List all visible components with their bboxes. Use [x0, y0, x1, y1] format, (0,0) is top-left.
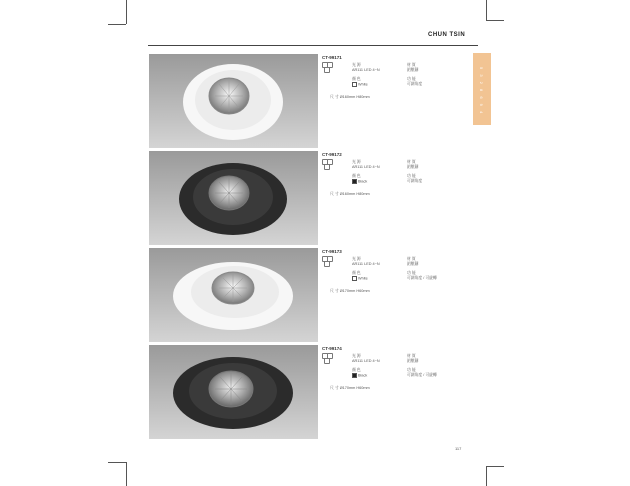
light-source-label: 光 源 — [352, 160, 361, 164]
spec-icons — [322, 62, 332, 72]
color-label: 顏 色 — [352, 271, 361, 275]
light-source-value: AR111 LED 4~N — [352, 359, 380, 363]
function-label: 功 能 — [407, 271, 416, 275]
material-label: 材 質 — [407, 257, 416, 261]
product-photo — [149, 151, 318, 245]
color-value: Black — [358, 373, 368, 378]
color-label: 顏 色 — [352, 174, 361, 178]
crop-mark — [486, 466, 487, 486]
material-label: 材 質 — [407, 160, 416, 164]
downlight-image — [149, 151, 318, 245]
product-model: CT-99173 — [322, 249, 342, 254]
color-value: White — [358, 82, 368, 87]
spec-icons — [322, 353, 332, 363]
crop-mark — [108, 24, 126, 25]
material-value: 鋁壓鑄 — [407, 359, 419, 363]
light-source-label: 光 源 — [352, 257, 361, 261]
crop-mark — [486, 0, 487, 20]
color-swatch — [352, 276, 357, 281]
crop-mark — [126, 0, 127, 24]
crop-mark — [108, 462, 126, 463]
material-value: 鋁壓鑄 — [407, 165, 419, 169]
color-value: Black — [358, 179, 368, 184]
downlight-image — [149, 248, 318, 342]
material-label: 材 質 — [407, 354, 416, 358]
downlight-image — [149, 345, 318, 439]
size-value: 尺 寸 Ø160mm H80mm — [330, 95, 370, 99]
color-label: 顏 色 — [352, 77, 361, 81]
side-tab-text: 5 3 2 8 6 9 4 — [479, 67, 484, 116]
product-photo — [149, 54, 318, 148]
color-swatch — [352, 373, 357, 378]
crop-mark — [126, 462, 127, 486]
light-source-label: 光 源 — [352, 63, 361, 67]
spec-icons — [322, 256, 332, 266]
crop-mark — [486, 466, 504, 467]
size-value: 尺 寸 Ø160mm H80mm — [330, 192, 370, 196]
size-value: 尺 寸 Ø170mm H60mm — [330, 289, 370, 293]
side-tab — [473, 53, 491, 125]
function-value: 可調角度 — [407, 179, 423, 183]
page-number: 117 — [455, 446, 462, 451]
material-value: 鋁壓鑄 — [407, 262, 419, 266]
function-value: 可調角度 / 可旋轉 — [407, 276, 437, 280]
color-swatch — [352, 82, 357, 87]
crop-mark — [486, 20, 504, 21]
light-source-label: 光 源 — [352, 354, 361, 358]
product-photo — [149, 345, 318, 439]
function-value: 可調角度 / 可旋轉 — [407, 373, 437, 377]
light-source-value: AR111 LED 4~N — [352, 68, 380, 72]
brand-name: CHUN TSIN — [428, 32, 466, 38]
color-value: White — [358, 276, 368, 281]
material-value: 鋁壓鑄 — [407, 68, 419, 72]
spec-icons — [322, 159, 332, 169]
downlight-image — [149, 54, 318, 148]
color-swatch — [352, 179, 357, 184]
function-value: 可調角度 — [407, 82, 423, 86]
product-model: CT-99174 — [322, 346, 342, 351]
color-label: 顏 色 — [352, 368, 361, 372]
product-model: CT-99172 — [322, 152, 342, 157]
product-photo — [149, 248, 318, 342]
light-source-value: AR111 LED 4~N — [352, 165, 380, 169]
function-label: 功 能 — [407, 368, 416, 372]
size-value: 尺 寸 Ø170mm H60mm — [330, 386, 370, 390]
light-source-value: AR111 LED 4~N — [352, 262, 380, 266]
product-model: CT-99171 — [322, 55, 342, 60]
function-label: 功 能 — [407, 77, 416, 81]
material-label: 材 質 — [407, 63, 416, 67]
function-label: 功 能 — [407, 174, 416, 178]
header-rule — [148, 45, 478, 46]
